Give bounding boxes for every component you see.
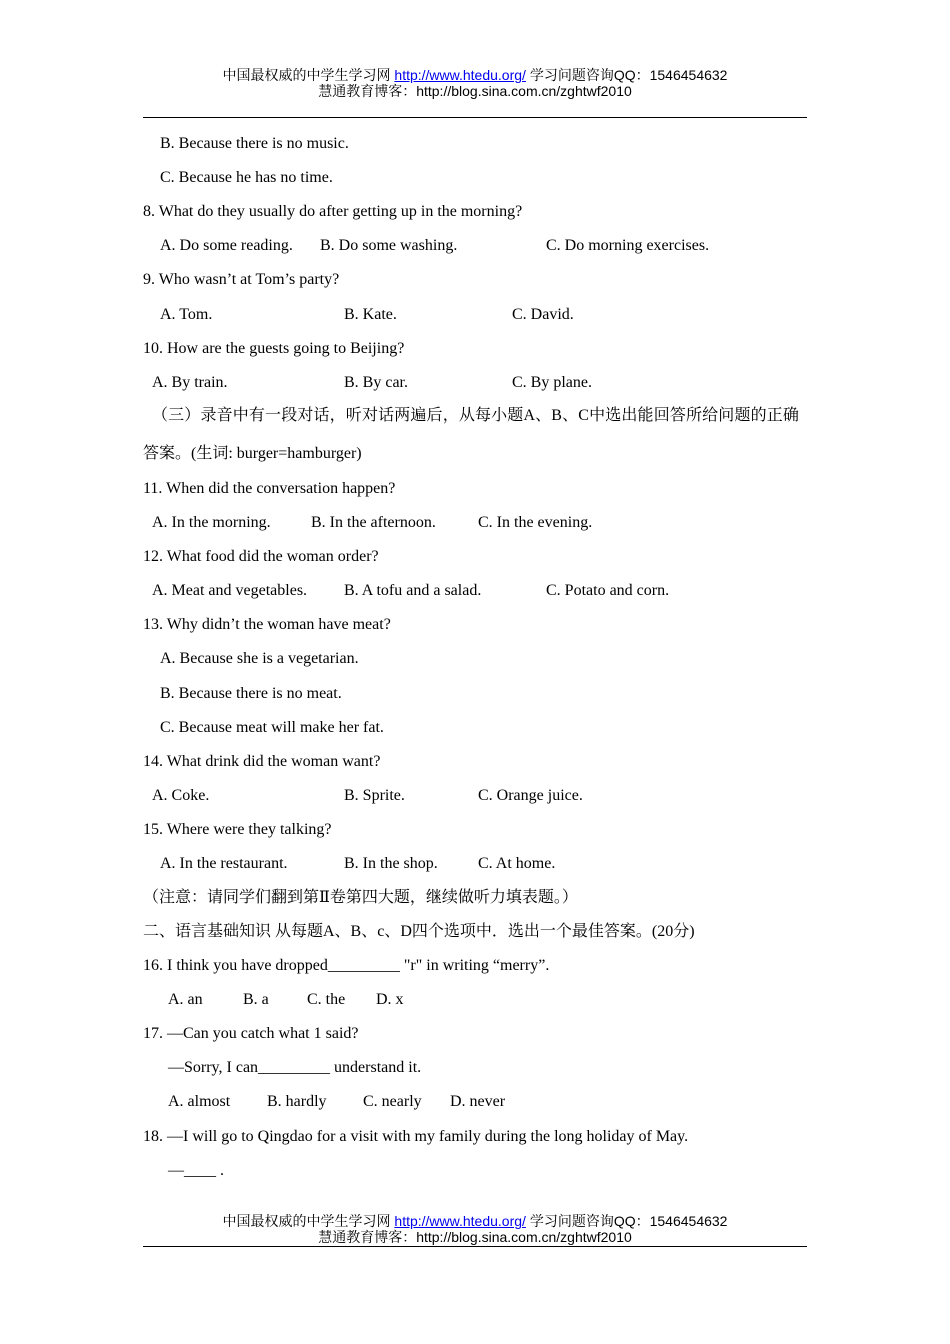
q14-option-c: C. Orange juice. — [478, 787, 583, 804]
section-3-instructions-cont: 答案。(生词: burger=hamburger) — [143, 445, 362, 462]
footer-qq-label: 学习问题咨询QQ：1546454632 — [529, 1213, 728, 1229]
q14-option-b: B. Sprite. — [344, 787, 405, 804]
q9-option-b: B. Kate. — [344, 306, 397, 323]
q10-option-b: B. By car. — [344, 374, 408, 391]
header-qq-label: 学习问题咨询QQ：1546454632 — [529, 67, 728, 83]
q13-option-b: B. Because there is no meat. — [160, 685, 342, 702]
footer-blog-line: 慧通教育博客：http://blog.sina.com.cn/zghtwf2010 — [318, 1229, 632, 1245]
q7-option-c: C. Because he has no time. — [160, 169, 333, 186]
q18-reply: —____ . — [168, 1162, 224, 1179]
q8-option-a: A. Do some reading. — [160, 237, 293, 254]
q17-option-c: C. nearly — [363, 1093, 422, 1110]
q8-option-b: B. Do some washing. — [320, 237, 458, 254]
header-divider — [143, 117, 807, 118]
q11-option-b: B. In the afternoon. — [311, 514, 436, 531]
question-17: 17. —Can you catch what 1 said? — [143, 1025, 359, 1042]
q14-option-a: A. Coke. — [152, 787, 210, 804]
question-16: 16. I think you have dropped_________ "r" in writing “merry”. — [143, 957, 550, 974]
question-12: 12. What food did the woman order? — [143, 548, 379, 565]
header-site-label: 中国最权威的中学生学习网 — [222, 67, 391, 83]
part-2-title: 二、语言基础知识 从每题A、B、c、D四个选项中．选出一个最佳答案。(20分) — [143, 923, 695, 940]
q10-option-c: C. By plane. — [512, 374, 592, 391]
header-site-link[interactable]: http://www.htedu.org/ — [394, 67, 526, 83]
q17-option-d: D. never — [450, 1093, 506, 1110]
q13-option-c: C. Because meat will make her fat. — [160, 719, 384, 736]
q9-option-a: A. Tom. — [160, 306, 213, 323]
question-10: 10. How are the guests going to Beijing? — [143, 340, 405, 357]
q12-option-c: C. Potato and corn. — [546, 582, 670, 599]
q8-option-c: C. Do morning exercises. — [546, 237, 710, 254]
section-3-instructions: （三）录音中有一段对话，听对话两遍后，从每小题A、B、C中选出能回答所给问题的正确 — [152, 407, 800, 424]
question-9: 9. Who wasn’t at Tom’s party? — [143, 271, 340, 288]
q12-option-b: B. A tofu and a salad. — [344, 582, 482, 599]
q16-option-c: C. the — [307, 991, 346, 1008]
footer-site-link[interactable]: http://www.htedu.org/ — [394, 1213, 526, 1229]
q17-reply: —Sorry, I can_________ understand it. — [168, 1059, 422, 1076]
q10-option-a: A. By train. — [152, 374, 228, 391]
footer-site-label: 中国最权威的中学生学习网 — [222, 1213, 391, 1229]
q16-option-a: A. an — [168, 991, 203, 1008]
question-15: 15. Where were they talking? — [143, 821, 332, 838]
header-line-1 — [143, 67, 807, 83]
q12-option-a: A. Meat and vegetables. — [152, 582, 308, 599]
header-blog-line: 慧通教育博客：http://blog.sina.com.cn/zghtwf2010 — [318, 83, 632, 99]
q17-option-b: B. hardly — [267, 1093, 327, 1110]
q15-option-a: A. In the restaurant. — [160, 855, 288, 872]
q7-option-b: B. Because there is no music. — [160, 135, 349, 152]
question-18: 18. —I will go to Qingdao for a visit with my family during the long holiday of May. — [143, 1128, 689, 1145]
q17-option-a: A. almost — [168, 1093, 231, 1110]
page-header — [143, 67, 807, 99]
question-8: 8. What do they usually do after getting up in the morning? — [143, 203, 523, 220]
question-11: 11. When did the conversation happen? — [143, 480, 396, 497]
q13-option-a: A. Because she is a vegetarian. — [160, 650, 359, 667]
q9-option-c: C. David. — [512, 306, 574, 323]
question-14: 14. What drink did the woman want? — [143, 753, 381, 770]
q11-option-a: A. In the morning. — [152, 514, 271, 531]
q16-option-d: D. x — [376, 991, 404, 1008]
q11-option-c: C. In the evening. — [478, 514, 593, 531]
question-13: 13. Why didn’t the woman have meat? — [143, 616, 391, 633]
q16-option-b: B. a — [243, 991, 269, 1008]
q15-option-c: C. At home. — [478, 855, 556, 872]
footer-line-1 — [143, 1213, 807, 1229]
q15-option-b: B. In the shop. — [344, 855, 438, 872]
listening-note: （注意：请同学们翻到第Ⅱ卷第四大题，继续做听力填表题。） — [143, 889, 578, 906]
page-footer — [143, 1213, 807, 1245]
footer-divider — [143, 1246, 807, 1247]
